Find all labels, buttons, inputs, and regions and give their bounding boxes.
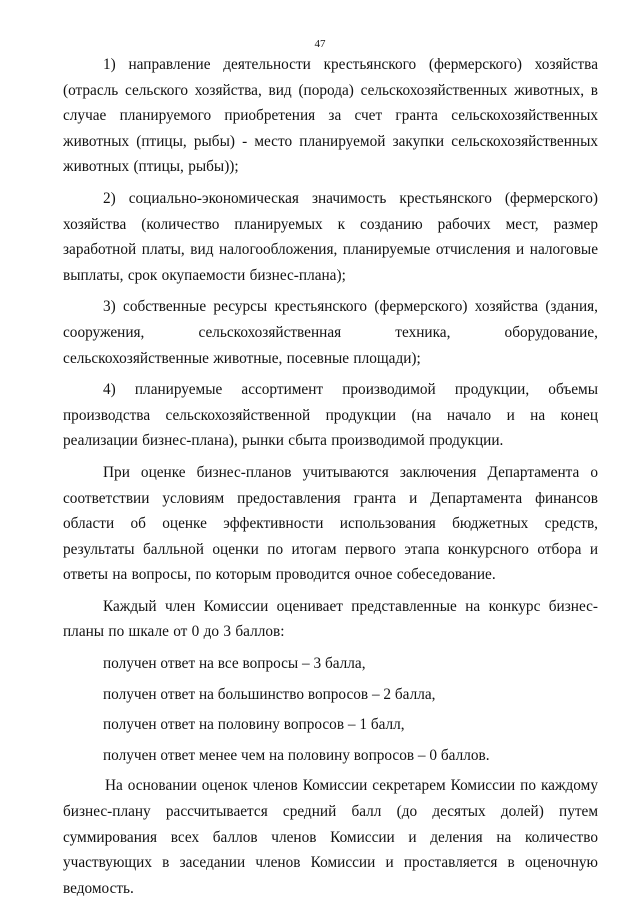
scale-item-1-point: получен ответ на половину вопросов – 1 балл,: [103, 716, 405, 734]
document-body: [63, 52, 598, 907]
paragraph-criterion-3: 3) собственные ресурсы крестьянского (фермерского) хозяйства (здания, сооружения, сельскохозяйственная техника, оборудование, сельскохозяйственные животные, посевные площади);: [63, 298, 598, 367]
paragraph-scoring-scale: Каждый член Комиссии оценивает представленные на конкурс бизнес-планы по шкале от 0 до 3 баллов:: [63, 597, 598, 641]
scale-item-3-points: получен ответ на все вопросы – 3 балла,: [103, 655, 366, 673]
scale-item-0-points: получен ответ менее чем на половину вопросов – 0 баллов.: [103, 746, 490, 764]
paragraph-criterion-2: 2) социально-экономическая значимость крестьянского (фермерского) хозяйства (количество планируемых к созданию рабочих мест, размер заработной платы, вид налогообложения, планируемые отчисления и налоговые выплаты, срок окупаемости бизнес-плана);: [63, 189, 598, 284]
scale-item-2-points: получен ответ на большинство вопросов – 2 балла,: [103, 685, 436, 703]
paragraph-criterion-1: 1) направление деятельности крестьянского (фермерского) хозяйства (отрасль сельского хозяйства, вид (порода) сельскохозяйственных животных, в случае планируемого приобретения за счет гранта сельскохозяйственных животных (птицы, рыбы) - место планируемой закупки сельскохозяйственных животных (птицы, рыбы));: [63, 56, 598, 176]
paragraph-average-score: На основании оценок членов Комиссии секретарем Комиссии по каждому бизнес-плану рассчитывается средний балл (до десятых долей) путем суммирования всех баллов членов Комиссии и деления на количество участвующих в заседании членов Комиссии и проставляется в оценочную ведомость.: [63, 777, 598, 897]
paragraph-evaluation-basis: При оценке бизнес-планов учитываются заключения Департамента о соответствии условиям предоставления гранта и Департамента финансов области об оценке эффективности использования бюджетных средств, результаты балльной оценки по итогам первого этапа конкурсного отбора и ответы на вопросы, по которым проводится очное собеседование.: [63, 463, 598, 584]
paragraph-criterion-4: 4) планируемые ассортимент производимой продукции, объемы производства сельскохозяйственной продукции (на начало и на конец реализации бизнес-плана), рынки сбыта производимой продукции.: [63, 381, 598, 450]
page-number: 47: [314, 38, 326, 50]
